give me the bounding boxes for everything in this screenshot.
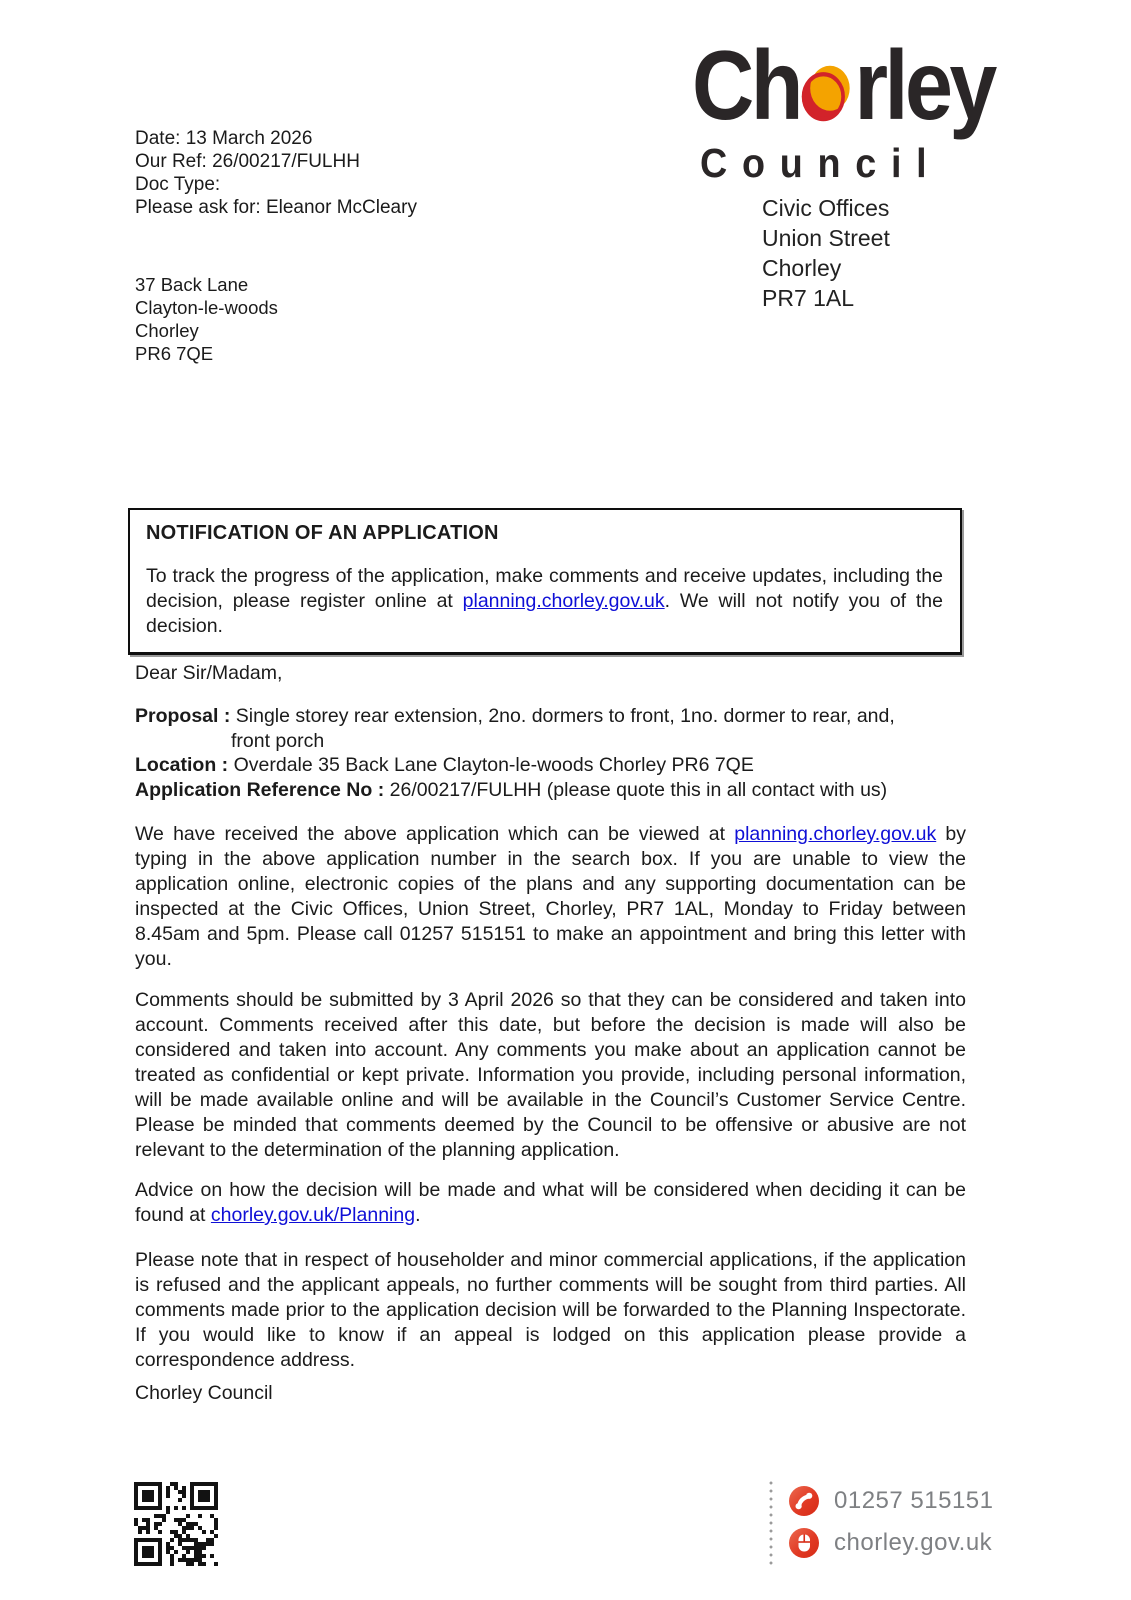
recipient-address bbox=[135, 273, 278, 365]
overlapping-circles-icon bbox=[801, 40, 852, 102]
location-label: Location : bbox=[135, 754, 229, 776]
paragraph-received bbox=[135, 822, 966, 972]
proposal-label: Proposal : bbox=[135, 705, 231, 727]
proposal-value: Single storey rear extension, 2no. dormers to front, 1no. dormer to rear, and, bbox=[235, 705, 895, 727]
council-address-line: Civic Offices bbox=[762, 195, 890, 221]
location-row bbox=[135, 753, 967, 778]
notification-box bbox=[128, 508, 962, 655]
notification-title: NOTIFICATION OF AN APPLICATION bbox=[146, 522, 499, 544]
meta-doc-type: Doc Type: bbox=[135, 174, 221, 195]
footer-dotted-divider bbox=[769, 1479, 773, 1567]
chorley-council-logo bbox=[692, 30, 994, 140]
council-address bbox=[762, 193, 890, 313]
mouse-icon bbox=[789, 1528, 819, 1558]
notification-body bbox=[146, 564, 943, 639]
location-value: Overdale 35 Back Lane Clayton-le-woods Chorley PR6 7QE bbox=[233, 754, 754, 776]
council-address-line: Chorley bbox=[762, 255, 842, 281]
paragraph-comments: Comments should be submitted by 3 April 2026 so that they can be considered and taken into account. Comments received after this date, but before the decision is made will also be considered and taken into account. Any comments you make about an application cannot be treated as confidential or kept private. Information you provide, including personal information, will be made available online and will be available in the Council’s Customer Service Centre. Please be minded that comments deemed by the Council to be offensive or abusive are not relevant to the determination of the planning application. bbox=[135, 989, 966, 1161]
application-reference-label: Application Reference No : bbox=[135, 778, 385, 801]
paragraph-text: We have received the above application which can be viewed at bbox=[135, 823, 726, 845]
application-reference-row bbox=[135, 778, 967, 803]
application-reference-value: 26/00217/FULHH (please quote this in all contact with us) bbox=[389, 778, 888, 801]
planning-advice-link[interactable]: chorley.gov.uk/Planning bbox=[210, 1204, 416, 1226]
letter-meta bbox=[135, 127, 417, 219]
planning-portal-link[interactable]: planning.chorley.gov.uk bbox=[734, 823, 937, 845]
proposal-row bbox=[135, 704, 967, 729]
paragraph-text: . bbox=[415, 1204, 421, 1226]
notice-text: . We will not notify you of the decision. bbox=[146, 590, 943, 637]
planning-portal-link[interactable]: planning.chorley.gov.uk bbox=[462, 590, 665, 612]
recipient-line: PR6 7QE bbox=[135, 343, 214, 364]
paragraph-advice bbox=[135, 1178, 966, 1228]
signoff: Chorley Council bbox=[135, 1382, 273, 1404]
meta-date: Date: 13 March 2026 bbox=[135, 128, 313, 149]
application-details bbox=[135, 704, 967, 802]
recipient-line: Chorley bbox=[135, 320, 199, 341]
salutation: Dear Sir/Madam, bbox=[135, 662, 283, 684]
council-address-line: Union Street bbox=[762, 225, 890, 251]
qr-code bbox=[134, 1482, 218, 1566]
paragraph-text: Advice on how the decision will be made and what will be considered when deciding it can be found at bbox=[135, 1179, 966, 1226]
recipient-line: 37 Back Lane bbox=[135, 274, 249, 295]
meta-ask-for: Please ask for: Eleanor McCleary bbox=[135, 197, 417, 218]
recipient-line: Clayton-le-woods bbox=[135, 297, 278, 318]
paragraph-text: by typing in the above application number in the search box. If you are unable to view the application online, electronic copies of the plans and any supporting documentation can be inspected at the Civic Offices, Union Street, Chorley, PR7 1AL, Monday to Friday between 8.45am and 5pm. Please call 01257 515151 to make an appointment and bring this letter with you. bbox=[135, 823, 967, 970]
notice-text: To track the progress of the application, make comments and receive updates, including the decision, please register online at bbox=[146, 565, 943, 612]
footer-website-row bbox=[789, 1528, 992, 1558]
phone-icon bbox=[789, 1486, 819, 1516]
footer-website[interactable]: chorley.gov.uk bbox=[834, 1529, 993, 1556]
paragraph-appeal: Please note that in respect of householder and minor commercial applications, if the application is refused and the applicant appeals, no further comments will be sought from third parties. All comments made prior to the application decision will be forwarded to the Planning Inspectorate. If you would like to know if an appeal is lodged on this application please provide a correspondence address. bbox=[135, 1249, 966, 1371]
proposal-value-continued: front porch bbox=[231, 729, 325, 752]
logo-text-part1: Ch bbox=[692, 30, 800, 140]
logo-council-word: Council bbox=[700, 140, 942, 186]
meta-our-ref: Our Ref: 26/00217/FULHH bbox=[135, 151, 360, 172]
footer-phone-number: 01257 515151 bbox=[834, 1487, 994, 1514]
logo-text-part2: rley bbox=[854, 30, 994, 140]
footer-phone-row bbox=[789, 1486, 994, 1516]
council-address-line: PR7 1AL bbox=[762, 285, 855, 311]
